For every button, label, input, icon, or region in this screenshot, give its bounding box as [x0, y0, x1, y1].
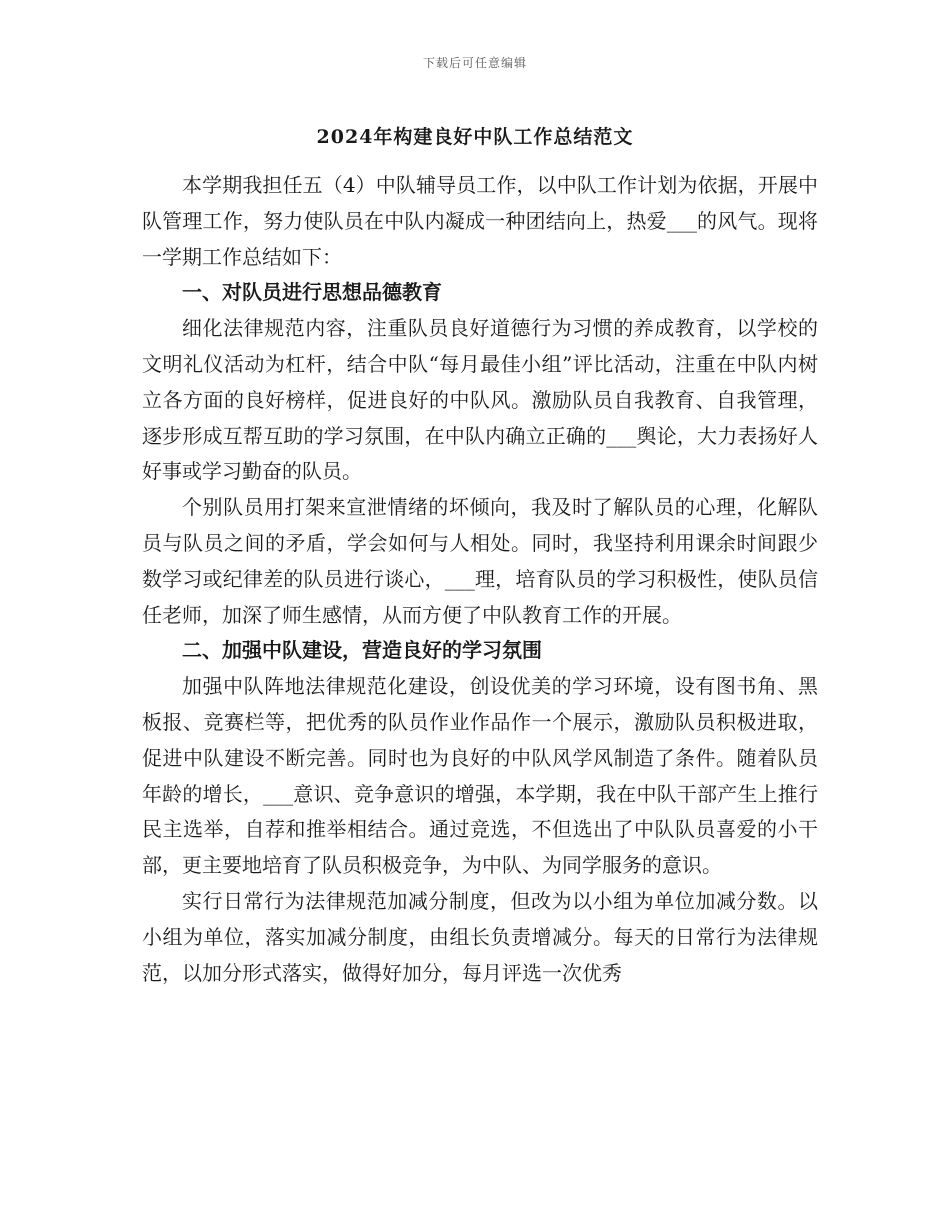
section1-paragraph-2: 个别队员用打架来宣泄情绪的坏倾向，我及时了解队员的心理，化解队员与队员之间的矛盾，学会如何与人相处。同时，我坚持利用课余时间跟少数学习或纪律差的队员进行谈心，___理，培育队员的学习积极性，使队员信任老师，加深了师生感情，从而方便了中队教育工作的开展。	[142, 495, 818, 627]
intro-paragraph: 本学期我担任五（4）中队辅导员工作，以中队工作计划为依据，开展中队管理工作，努力使队员在中队内凝成一种团结向上，热爱___的风气。现将一学期工作总结如下：	[142, 173, 818, 269]
document-title: 2024年构建良好中队工作总结范文	[316, 126, 634, 148]
document-body	[142, 168, 818, 991]
section2-paragraph-2: 实行日常行为法律规范加减分制度，但改为以小组为单位加减分数。以小组为单位，落实加减分制度，由组长负责增减分。每天的日常行为法律规范，以加分形式落实，做得好加分，每月评选一次优秀	[142, 888, 818, 985]
section-heading-1: 一、对队员进行思想品德教育	[182, 280, 442, 305]
section2-paragraph-1: 加强中队阵地法律规范化建设，创设优美的学习环境，设有图书角、黑板报、竞赛栏等，把优秀的队员作业作品作一个展示，激励队员积极进取，促进中队建设不断完善。同时也为良好的中队风学风制造了条件。随着队员年龄的增长，___意识、竞争意识的增强，本学期，我在中队干部产生上推行民主选举，自荐和推举相结合。通过竞选，不但选出了中队队员喜爱的小干部，更主要地培育了队员积极竞争，为中队、为同学服务的意识。	[142, 674, 818, 878]
header-note: 下载后可任意编辑	[422, 56, 527, 70]
section1-paragraph-1: 细化法律规范内容，注重队员良好道德行为习惯的养成教育，以学校的文明礼仪活动为杠杆，结合中队“每月最佳小组”评比活动，注重在中队内树立各方面的良好榜样，促进良好的中队风。激励队员自我教育、自我管理，逐步形成互帮互助的学习氛围，在中队内确立正确的___舆论，大力表扬好人好事或学习勤奋的队员。	[142, 316, 818, 484]
section-heading-2: 二、加强中队建设，营造良好的学习氛围	[182, 638, 542, 663]
